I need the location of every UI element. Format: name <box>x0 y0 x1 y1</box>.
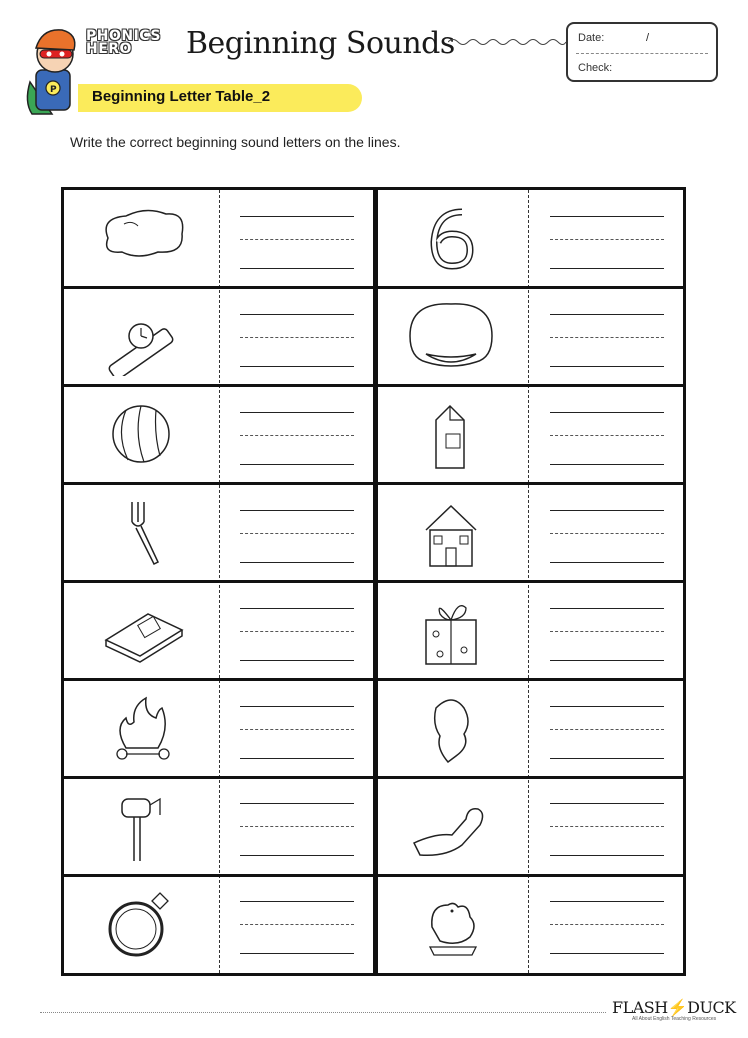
mouth-icon <box>396 296 506 376</box>
writing-line-top <box>550 901 664 902</box>
writing-line-mid <box>550 533 664 534</box>
picture-cell <box>66 582 216 678</box>
fork-icon <box>86 492 196 572</box>
hen-icon <box>396 883 506 963</box>
writing-line-top <box>550 608 664 609</box>
picture-cell <box>376 190 526 286</box>
brand-logo-text <box>86 30 186 56</box>
writing-line-base <box>240 366 354 367</box>
writing-line-base <box>240 464 354 465</box>
writing-line-base <box>550 366 664 367</box>
writing-lines[interactable] <box>550 604 664 664</box>
date-check-box <box>566 22 718 82</box>
picture-cell <box>376 484 526 580</box>
picture-cell <box>376 386 526 482</box>
picture-cell <box>376 680 526 776</box>
writing-lines[interactable] <box>550 310 664 370</box>
footer-brand-part1: FLASH <box>612 998 668 1017</box>
writing-lines[interactable] <box>240 310 354 370</box>
writing-lines[interactable] <box>550 799 664 859</box>
writing-line-mid <box>550 729 664 730</box>
writing-lines[interactable] <box>240 702 354 762</box>
picture-cell <box>66 288 216 384</box>
writing-line-mid <box>240 826 354 827</box>
writing-line-top <box>550 510 664 511</box>
writing-lines[interactable] <box>240 604 354 664</box>
book-icon <box>86 590 196 670</box>
picture-cell <box>66 875 216 971</box>
footer-brand <box>612 998 736 1017</box>
date-label: Date: <box>578 32 605 44</box>
writing-lines[interactable] <box>240 408 354 468</box>
writing-line-mid <box>550 826 664 827</box>
writing-line-base <box>550 562 664 563</box>
writing-lines[interactable] <box>240 799 354 859</box>
footer-bolt-icon: ⚡ <box>667 998 688 1017</box>
picture-cell <box>66 680 216 776</box>
writing-line-base <box>240 660 354 661</box>
writing-line-mid <box>240 729 354 730</box>
writing-line-base <box>240 953 354 954</box>
writing-line-top <box>240 608 354 609</box>
subtitle: Beginning Letter Table_2 <box>92 88 271 105</box>
writing-line-mid <box>550 924 664 925</box>
picture-cell <box>376 582 526 678</box>
brand-line-1: PHONICS <box>86 28 161 44</box>
writing-line-top <box>550 706 664 707</box>
writing-line-top <box>550 803 664 804</box>
puddle-icon <box>86 198 196 278</box>
writing-line-base <box>550 953 664 954</box>
worksheet-table <box>61 187 686 976</box>
brand-line-2: HERO <box>86 41 132 57</box>
writing-lines[interactable] <box>550 212 664 272</box>
footer-tagline: All About English Teaching Resources <box>632 1016 717 1022</box>
footer-dotted-line <box>40 1012 606 1013</box>
writing-lines[interactable] <box>550 702 664 762</box>
house-icon <box>396 492 506 572</box>
writing-line-top <box>550 216 664 217</box>
svg-text:P: P <box>50 85 57 95</box>
footer-brand-part2: DUCK <box>687 998 736 1017</box>
watch-icon <box>86 296 196 376</box>
writing-line-top <box>240 510 354 511</box>
writing-line-base <box>550 660 664 661</box>
gift-icon <box>396 590 506 670</box>
instruction-text: Write the correct beginning sound letters on the lines. <box>70 134 401 150</box>
picture-cell <box>66 484 216 580</box>
writing-lines[interactable] <box>240 897 354 957</box>
ball-icon <box>86 394 196 474</box>
writing-lines[interactable] <box>550 897 664 957</box>
picture-cell <box>376 777 526 873</box>
picture-cell <box>66 777 216 873</box>
writing-lines[interactable] <box>550 506 664 566</box>
number-six-icon <box>396 198 506 278</box>
picture-cell <box>376 875 526 971</box>
writing-line-base <box>240 855 354 856</box>
writing-line-top <box>240 706 354 707</box>
writing-line-top <box>240 412 354 413</box>
writing-line-top <box>240 901 354 902</box>
writing-line-mid <box>550 435 664 436</box>
writing-line-base <box>240 758 354 759</box>
writing-line-base <box>550 758 664 759</box>
writing-line-mid <box>550 337 664 338</box>
writing-line-mid <box>240 435 354 436</box>
writing-line-mid <box>240 631 354 632</box>
writing-lines[interactable] <box>240 506 354 566</box>
writing-line-top <box>550 314 664 315</box>
picture-cell <box>66 386 216 482</box>
milk-carton-icon <box>396 394 506 474</box>
arm-icon <box>396 785 506 865</box>
ring-icon <box>86 883 196 963</box>
writing-line-top <box>240 216 354 217</box>
picture-cell <box>376 288 526 384</box>
writing-lines[interactable] <box>240 212 354 272</box>
date-separator: / <box>646 32 650 44</box>
writing-line-mid <box>550 239 664 240</box>
writing-line-top <box>550 412 664 413</box>
writing-line-base <box>240 562 354 563</box>
mailbox-icon <box>86 785 196 865</box>
writing-line-base <box>550 268 664 269</box>
writing-line-mid <box>240 337 354 338</box>
writing-line-mid <box>240 533 354 534</box>
writing-line-base <box>550 855 664 856</box>
date-check-divider <box>576 53 708 54</box>
writing-line-base <box>240 268 354 269</box>
hair-icon <box>396 688 506 768</box>
writing-line-top <box>240 803 354 804</box>
writing-line-mid <box>240 239 354 240</box>
writing-lines[interactable] <box>550 408 664 468</box>
squiggle-divider <box>448 37 566 47</box>
page-title: Beginning Sounds <box>186 26 455 61</box>
picture-cell <box>66 190 216 286</box>
writing-line-base <box>550 464 664 465</box>
writing-line-mid <box>240 924 354 925</box>
fire-icon <box>86 688 196 768</box>
writing-line-top <box>240 314 354 315</box>
check-label: Check: <box>578 62 613 74</box>
writing-line-mid <box>550 631 664 632</box>
